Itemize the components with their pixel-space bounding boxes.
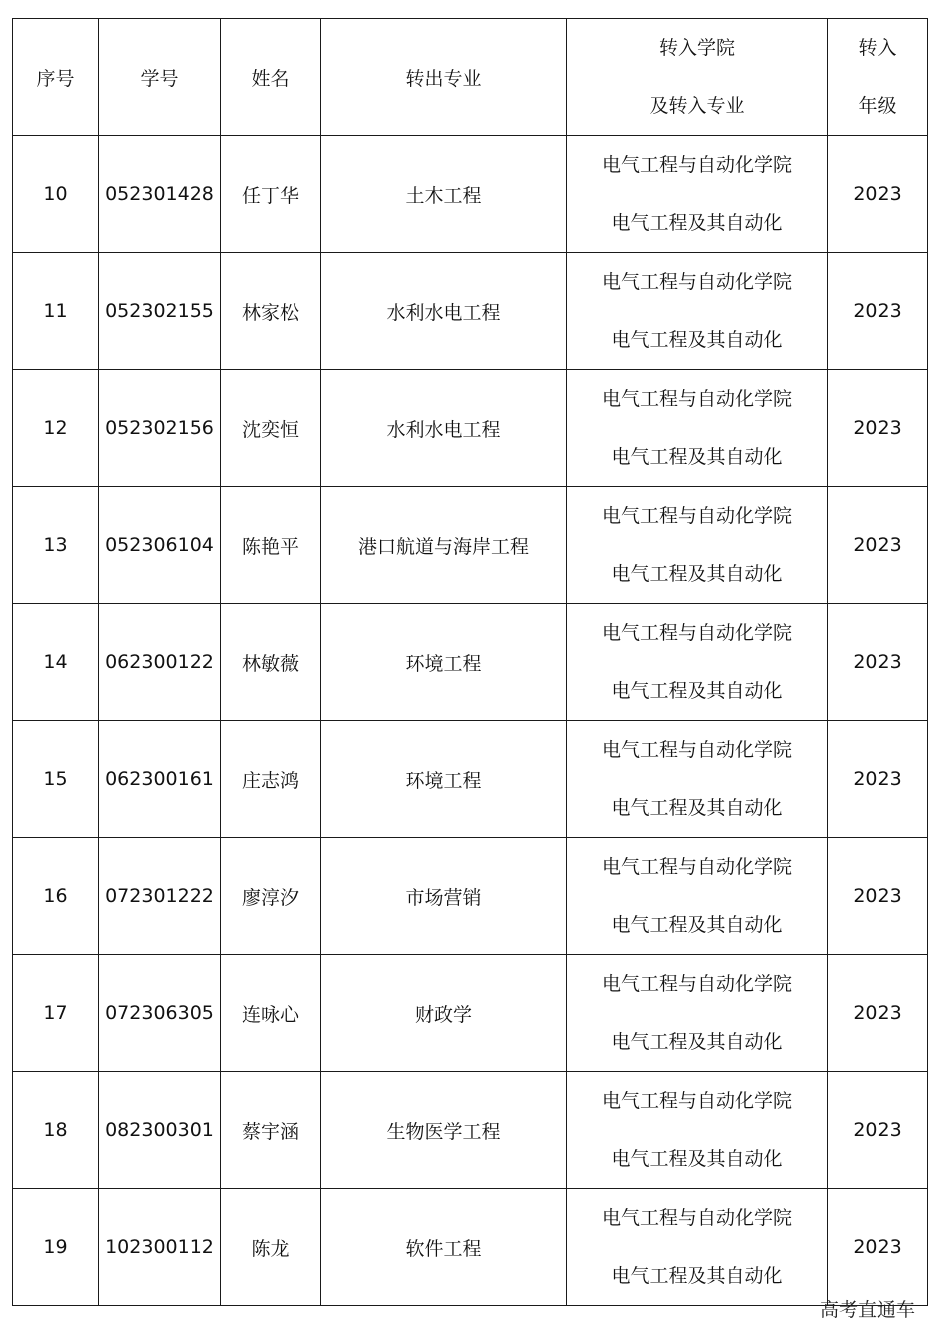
- cell-to-major: 电气工程及其自动化: [611, 1265, 783, 1287]
- cell-seq: 18: [13, 1072, 99, 1189]
- header-student-id: 学号: [99, 19, 221, 136]
- cell-year: 2023: [828, 604, 928, 721]
- cell-to-college: 电气工程与自动化学院: [601, 973, 792, 995]
- cell-to-major: 电气工程及其自动化: [611, 563, 783, 585]
- header-to-line2: 及转入专业: [649, 95, 745, 117]
- cell-seq: 16: [13, 838, 99, 955]
- cell-to-college-major: [567, 838, 828, 955]
- cell-year: 2023: [828, 136, 928, 253]
- table-row: [13, 1189, 928, 1306]
- header-year-line1: 转入: [858, 37, 897, 59]
- cell-student-id: 062300161: [99, 721, 221, 838]
- cell-from-major: 软件工程: [321, 1189, 567, 1306]
- header-year-line2: 年级: [858, 95, 897, 117]
- cell-student-id: 062300122: [99, 604, 221, 721]
- cell-seq: 14: [13, 604, 99, 721]
- cell-year: 2023: [828, 1072, 928, 1189]
- cell-name: 廖淳汐: [221, 838, 321, 955]
- cell-from-major: 水利水电工程: [321, 370, 567, 487]
- cell-to-major: 电气工程及其自动化: [611, 1031, 783, 1053]
- cell-to-college-major: [567, 370, 828, 487]
- header-year: [828, 19, 928, 136]
- table-header: [13, 19, 928, 136]
- cell-to-major: 电气工程及其自动化: [611, 212, 783, 234]
- cell-name: 庄志鸿: [221, 721, 321, 838]
- cell-year: 2023: [828, 955, 928, 1072]
- cell-student-id: 052301428: [99, 136, 221, 253]
- cell-name: 林敏薇: [221, 604, 321, 721]
- table-row: [13, 136, 928, 253]
- cell-to-college: 电气工程与自动化学院: [601, 856, 792, 878]
- cell-from-major: 环境工程: [321, 721, 567, 838]
- cell-from-major: 水利水电工程: [321, 253, 567, 370]
- cell-year: 2023: [828, 487, 928, 604]
- table-body: [13, 136, 928, 1306]
- cell-year: 2023: [828, 838, 928, 955]
- cell-to-college: 电气工程与自动化学院: [601, 622, 792, 644]
- table-row: [13, 370, 928, 487]
- cell-from-major: 环境工程: [321, 604, 567, 721]
- cell-to-college: 电气工程与自动化学院: [601, 388, 792, 410]
- cell-seq: 13: [13, 487, 99, 604]
- cell-seq: 17: [13, 955, 99, 1072]
- cell-to-college-major: [567, 253, 828, 370]
- cell-to-college-major: [567, 1189, 828, 1306]
- cell-to-college-major: [567, 136, 828, 253]
- cell-to-college-major: [567, 1072, 828, 1189]
- header-to-college-major: [567, 19, 828, 136]
- table-row: [13, 604, 928, 721]
- table-row: [13, 721, 928, 838]
- cell-from-major: 市场营销: [321, 838, 567, 955]
- cell-name: 陈艳平: [221, 487, 321, 604]
- cell-name: 沈奕恒: [221, 370, 321, 487]
- cell-student-id: 052302156: [99, 370, 221, 487]
- cell-year: 2023: [828, 253, 928, 370]
- cell-from-major: 港口航道与海岸工程: [321, 487, 567, 604]
- cell-seq: 15: [13, 721, 99, 838]
- header-name: 姓名: [221, 19, 321, 136]
- cell-seq: 11: [13, 253, 99, 370]
- cell-to-college-major: [567, 487, 828, 604]
- cell-student-id: 072301222: [99, 838, 221, 955]
- cell-to-college-major: [567, 721, 828, 838]
- cell-year: 2023: [828, 370, 928, 487]
- cell-to-college: 电气工程与自动化学院: [601, 1207, 792, 1229]
- cell-student-id: 102300112: [99, 1189, 221, 1306]
- cell-seq: 12: [13, 370, 99, 487]
- cell-to-major: 电气工程及其自动化: [611, 680, 783, 702]
- cell-name: 林家松: [221, 253, 321, 370]
- cell-to-major: 电气工程及其自动化: [611, 797, 783, 819]
- cell-to-major: 电气工程及其自动化: [611, 914, 783, 936]
- cell-name: 陈龙: [221, 1189, 321, 1306]
- cell-to-major: 电气工程及其自动化: [611, 1148, 783, 1170]
- cell-to-college: 电气工程与自动化学院: [601, 154, 792, 176]
- header-from-major: 转出专业: [321, 19, 567, 136]
- cell-year: 2023: [828, 1189, 928, 1306]
- header-seq: 序号: [13, 19, 99, 136]
- cell-student-id: 052306104: [99, 487, 221, 604]
- transfer-table: [12, 18, 928, 1306]
- cell-name: 连咏心: [221, 955, 321, 1072]
- cell-from-major: 财政学: [321, 955, 567, 1072]
- watermark: 高考直通车: [819, 1299, 915, 1321]
- table-row: [13, 487, 928, 604]
- table-row: [13, 253, 928, 370]
- cell-from-major: 土木工程: [321, 136, 567, 253]
- cell-name: 蔡宇涵: [221, 1072, 321, 1189]
- cell-seq: 19: [13, 1189, 99, 1306]
- cell-to-major: 电气工程及其自动化: [611, 329, 783, 351]
- table-row: [13, 838, 928, 955]
- cell-student-id: 082300301: [99, 1072, 221, 1189]
- header-to-line1: 转入学院: [658, 37, 735, 59]
- table-row: [13, 1072, 928, 1189]
- cell-to-college: 电气工程与自动化学院: [601, 739, 792, 761]
- cell-to-college: 电气工程与自动化学院: [601, 271, 792, 293]
- table-row: [13, 955, 928, 1072]
- cell-year: 2023: [828, 721, 928, 838]
- cell-to-major: 电气工程及其自动化: [611, 446, 783, 468]
- cell-student-id: 052302155: [99, 253, 221, 370]
- cell-to-college: 电气工程与自动化学院: [601, 1090, 792, 1112]
- cell-name: 任丁华: [221, 136, 321, 253]
- cell-student-id: 072306305: [99, 955, 221, 1072]
- cell-seq: 10: [13, 136, 99, 253]
- cell-from-major: 生物医学工程: [321, 1072, 567, 1189]
- header-row: [13, 19, 928, 136]
- cell-to-college: 电气工程与自动化学院: [601, 505, 792, 527]
- cell-to-college-major: [567, 955, 828, 1072]
- cell-to-college-major: [567, 604, 828, 721]
